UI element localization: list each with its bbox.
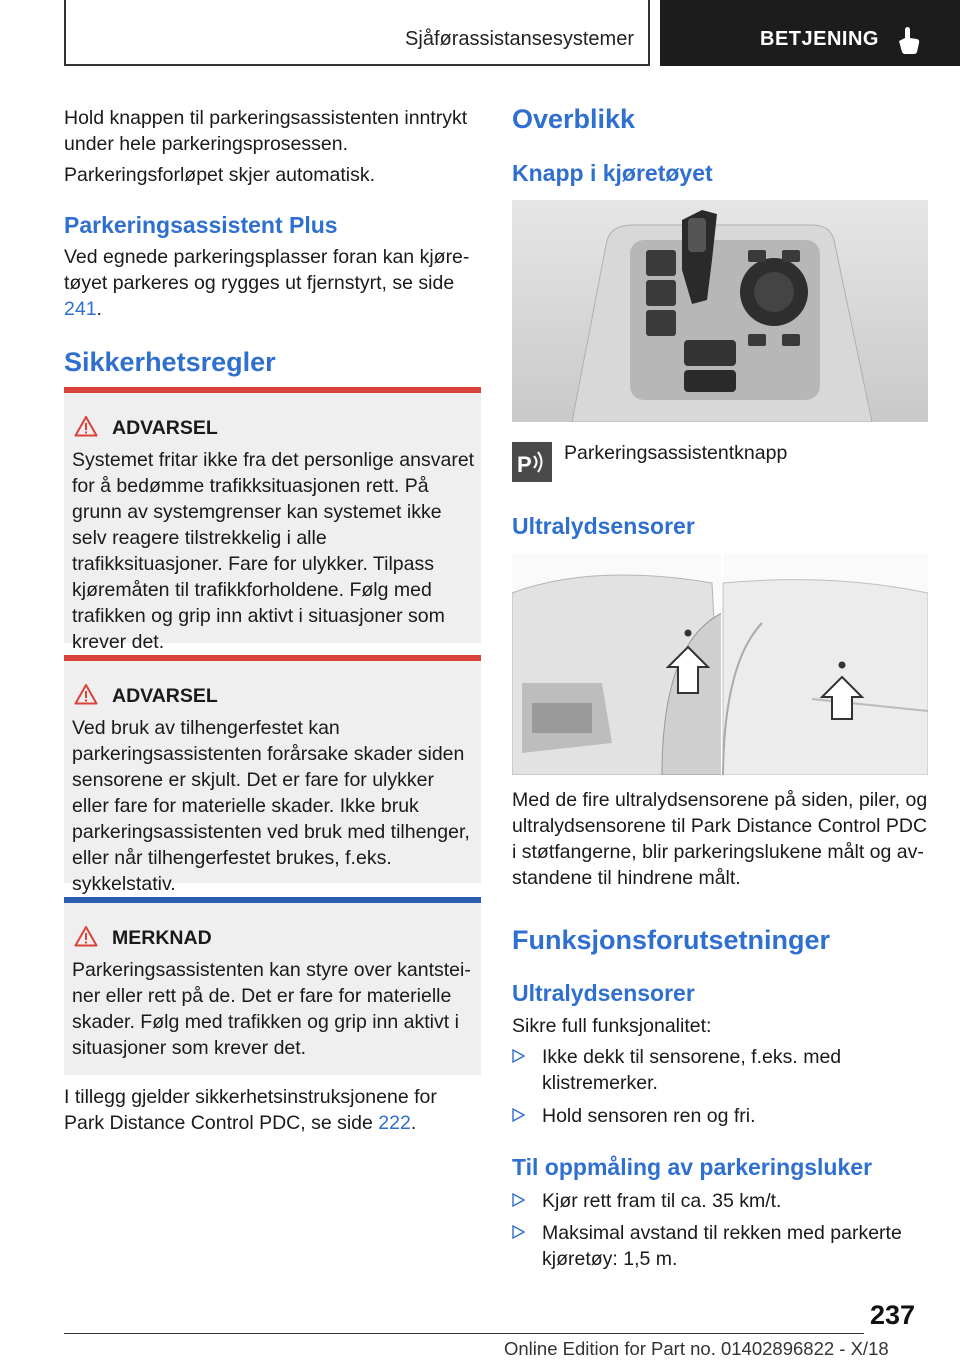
heading-button-in-vehicle: Knapp i kjøretøyet	[512, 160, 713, 186]
header-chapter-title: BETJENING	[760, 28, 879, 50]
list-item	[512, 1044, 932, 1098]
heading-overview: Overblikk	[512, 104, 636, 134]
bullet-triangle-icon	[512, 1049, 525, 1063]
warning-triangle-icon	[74, 925, 98, 947]
vehicle-sensor-image	[512, 553, 928, 775]
console-photo	[512, 200, 928, 422]
footer-edition: Online Edition for Part no. 01402896822 - X/18	[504, 1338, 889, 1359]
list-item	[512, 1220, 932, 1274]
note-text: Parkeringsassistenten kan styre over kantsteiner eller rett på de. Det er fare for materielle skader. Følg med trafikken og grip inn aktivt i situasjoner som krever det.	[72, 959, 471, 1059]
bullet-triangle-icon	[512, 1108, 525, 1122]
heading-parking-assistant-plus: Parkeringsassistent Plus	[64, 212, 338, 238]
outro-text: I tillegg gjelder sikkerhetsinstruksjonene for Park Distance Control PDC, se side	[64, 1086, 437, 1134]
warning-title: ADVARSEL	[112, 417, 218, 439]
function-intro: Sikre full funksjonalitet:	[512, 1015, 712, 1037]
warning-bar	[64, 387, 481, 393]
page-link-241[interactable]: 241	[64, 298, 97, 320]
warning-box-1	[64, 387, 481, 653]
list-item	[512, 1188, 932, 1216]
note-box	[64, 897, 481, 1075]
page-link-222[interactable]: 222	[378, 1112, 411, 1134]
plus-text: Ved egnede parkeringsplasser foran kan kjøretøyet parkeres og rygges ut fjernstyrt, se side	[64, 246, 470, 294]
bullet-triangle-icon	[512, 1193, 525, 1207]
parking-assist-icon	[512, 442, 552, 482]
intro-paragraph-1: Hold knappen til parkeringsassistenten inntrykt under hele parkeringsprosessen.	[64, 107, 468, 155]
intro-paragraph-2: Parkeringsforløpet skjer automatisk.	[64, 164, 376, 186]
header-section-tab	[64, 0, 650, 66]
ultrasonic-paragraph: Med de fire ultralydsensorene på siden, piler, og ultralydsensorene til Park Distance Control PDC i støtfangerne, blir parkeringslukene målt og avstandene til hindrene målt.	[512, 789, 928, 889]
hand-pointer-icon	[893, 26, 923, 56]
svg-text:P: P	[517, 452, 532, 477]
header-section-title: Sjåførassistansesystemer	[405, 28, 634, 50]
plus-paragraph: Ved egnede parkeringsplasser foran kan kjøretøyet parkeres og rygges ut fjernstyrt, se side 241.	[64, 246, 470, 320]
heading-function-requirements: Funksjonsforutsetninger	[512, 925, 831, 955]
bullet-triangle-icon	[512, 1225, 525, 1239]
warning-bar	[64, 655, 481, 661]
center-console-image	[512, 200, 928, 422]
sensor-photo	[512, 553, 928, 775]
header-chapter-tab	[660, 0, 960, 66]
warning-text: Systemet fritar ikke fra det personlige ansvaret for å bedømme trafikksituasjonen rett. På grunn av systemgrenser kan systemet ikke selv reagere tilstrekkelig i alle trafikksituasjoner. Fare for ulykker. Tilpass kjøremåten til trafikkforholdene. Følg med trafikken og grip inn aktivt i situasjoner som krever det.	[72, 449, 475, 653]
warning-box-2	[64, 655, 481, 895]
list-item	[512, 1103, 932, 1131]
note-title: MERKNAD	[112, 927, 212, 949]
warning-title: ADVARSEL	[112, 685, 218, 707]
list-item-text: Kjør rett fram til ca. 35 km/t.	[542, 1190, 782, 1212]
footer-divider	[64, 1333, 864, 1334]
warning-text: Ved bruk av tilhengerfestet kan parkeringsassistenten forårsake skader siden sensorene er skjult. Det er fare for ulykker eller fare for materielle skader. Ikke bruk parkeringsassistenten ved bruk med tilhenger, eller når tilhengerfestet brukes, f.eks. sykkelstativ.	[72, 717, 470, 895]
list-item-text: Ikke dekk til sensorene, f.eks. med klistremerker.	[542, 1046, 842, 1094]
list-item-text: Maksimal avstand til rekken med parkerte kjøretøy: 1,5 m.	[542, 1222, 902, 1270]
list-item-text: Hold sensoren ren og fri.	[542, 1105, 756, 1127]
outro-paragraph: I tillegg gjelder sikkerhetsinstruksjonene for Park Distance Control PDC, se side 222.	[64, 1086, 437, 1134]
warning-triangle-icon	[74, 415, 98, 437]
warning-triangle-icon	[74, 683, 98, 705]
heading-ultrasonic-sensors-2: Ultralydsensorer	[512, 980, 695, 1006]
heading-safety-rules: Sikkerhetsregler	[64, 347, 276, 377]
note-bar	[64, 897, 481, 903]
page-number: 237	[870, 1300, 916, 1330]
heading-ultrasonic-sensors: Ultralydsensorer	[512, 513, 695, 539]
heading-measuring-parking-spaces: Til oppmåling av parkeringsluker	[512, 1154, 873, 1180]
button-caption: Parkeringsassistentknapp	[564, 442, 788, 464]
